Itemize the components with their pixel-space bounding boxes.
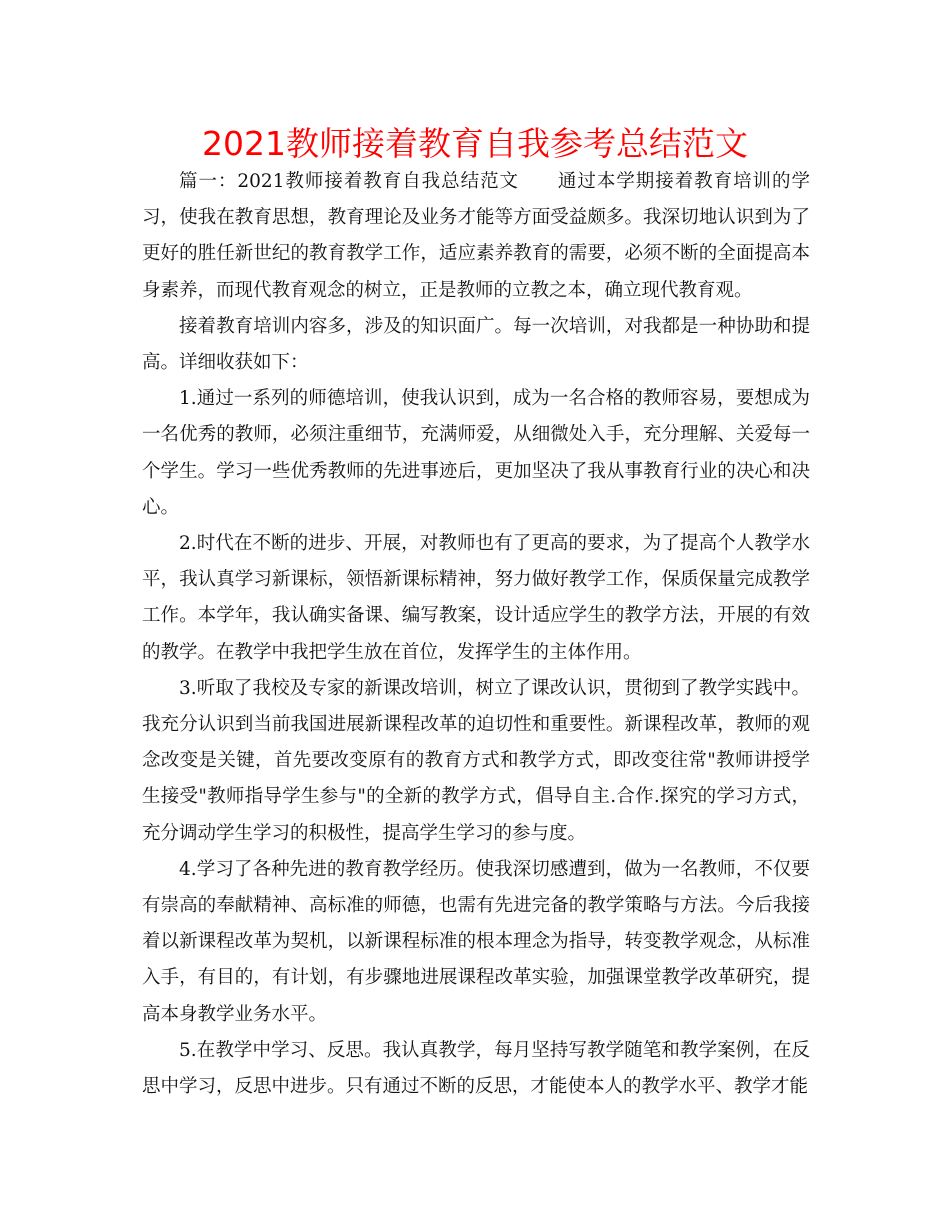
paragraph-item-4: 4.学习了各种先进的教育教学经历。使我深切感遭到，做为一名教师，不仅要有崇高的奉献精神、高标准的师德，也需有先进完备的教学策略与方法。今后我接着以新课程改革为契机，以新课程标准的根本理念为指导，转变教学观念，从标准入手，有目的，有计划，有步骤地进展课程改革实验，加强课堂教学改革研究，提高本身教学业务水平。 [142,858,810,1025]
paragraph-item-2: 2.时代在不断的进步、开展，对教师也有了更高的要求，为了提高个人教学水平，我认真学习新课标，领悟新课标精神，努力做好教学工作，保质保量完成教学工作。本学年，我认确实备课、编写教案，设计适应学生的教学方法，开展的有效的教学。在教学中我把学生放在首位，发挥学生的主体作用。 [142,533,810,663]
paragraph-item-5: 5.在教学中学习、反思。我认真教学，每月坚持写教学随笔和教学案例，在反思中学习，反思中进步。只有通过不断的反思，才能使本人的教学水平、教学才能 [142,1039,810,1098]
document-body [142,164,810,1105]
paragraph-item-1: 1.通过一系列的师德培训，使我认识到，成为一名合格的教师容易，要想成为一名优秀的教师，必须注重细节，充满师爱，从细微处入手，充分理解、关爱每一个学生。学习一些优秀教师的先进事迹后，更加坚决了我从事教育行业的决心和决心。 [142,388,810,518]
document-title: 2021教师接着教育自我参考总结范文 [202,124,748,163]
paragraph-overview: 接着教育培训内容多，涉及的知识面广。每一次培训，对我都是一种协助和提高。详细收获如下： [142,315,810,374]
paragraph-intro: 篇一：2021教师接着教育自我总结范文 通过本学期接着教育培训的学习，使我在教育思想，教育理论及业务才能等方面受益颇多。我深切地认识到为了更好的胜任新世纪的教育教学工作，适应素养教育的需要，必须不断的全面提高本身素养，而现代教育观念的树立，正是教师的立教之本，确立现代教育观。 [142,171,810,301]
paragraph-item-3: 3.听取了我校及专家的新课改培训，树立了课改认识，贯彻到了教学实践中。我充分认识到当前我国进展新课程改革的迫切性和重要性。新课程改革，教师的观念改变是关键，首先要改变原有的教育方式和教学方式，即改变往常"教师讲授学生接受"教师指导学生参与"的全新的教学方式，倡导自主.合作.探究的学习方式，充分调动学生学习的积极性，提高学生学习的参与度。 [142,677,810,844]
